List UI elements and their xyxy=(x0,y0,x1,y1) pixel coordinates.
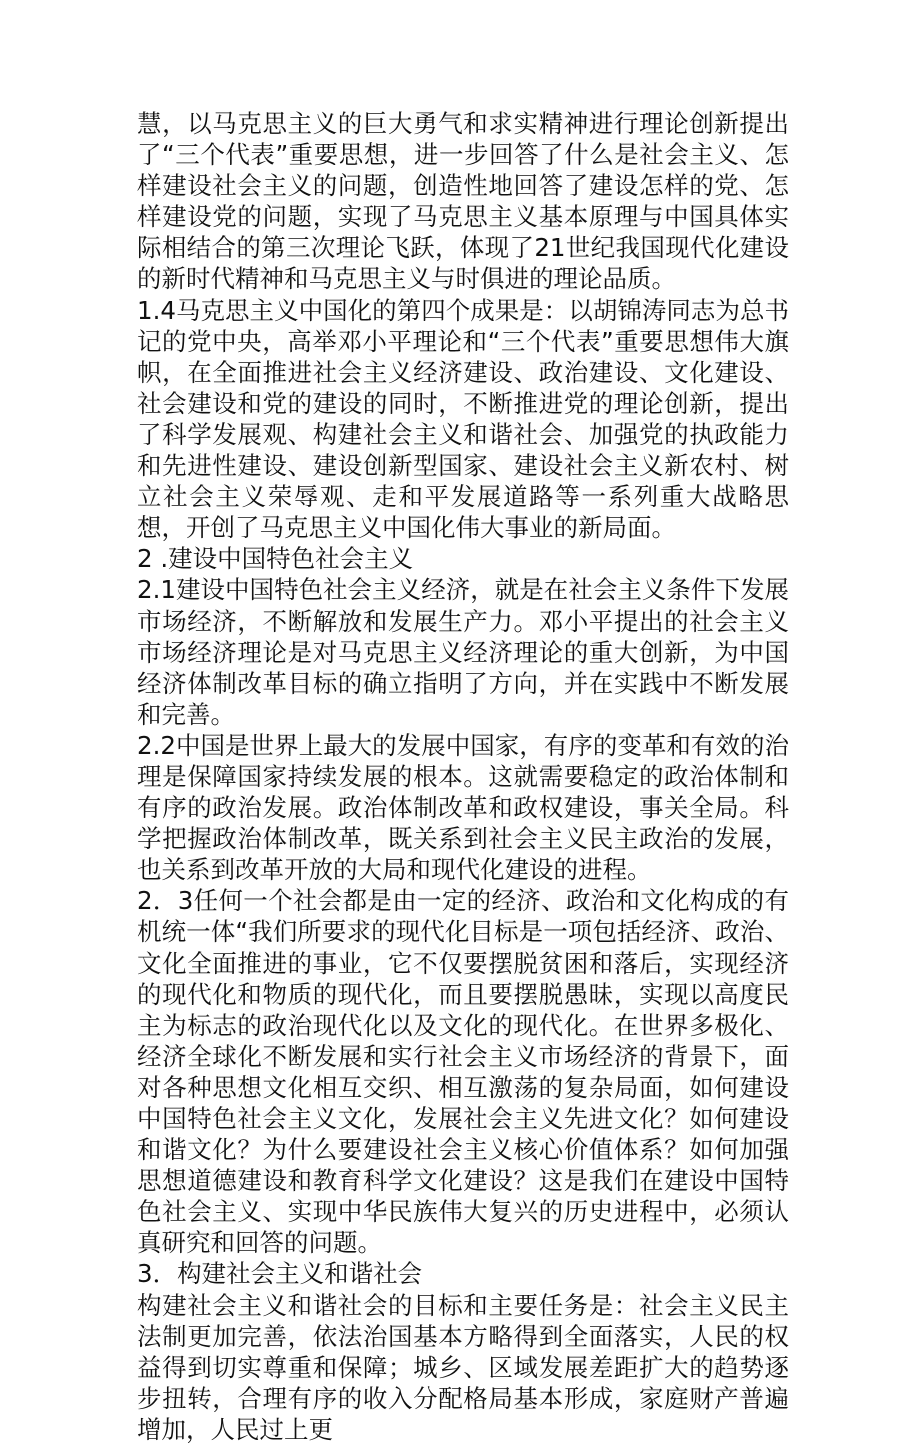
paragraph-section-2-1: 2.1建设中国特色社会主义经济，就是在社会主义条件下发展市场经济，不断解放和发展生产力。邓小平提出的社会主义市场经济理论是对马克思主义经济理论的重大创新，为中国经济体制改革目标的确立指明了方向，并在实践中不断发展和完善。 xyxy=(137,575,789,729)
paragraph-section-2-2: 2.2中国是世界上最大的发展中国家，有序的变革和有效的治理是保障国家持续发展的根本。这就需要稳定的政治体制和有序的政治发展。政治体制改革和政权建设，事关全局。科学把握政治体制改革，既关系到社会主义民主政治的发展，也关系到改革开放的大局和现代化建设的进程。 xyxy=(137,730,789,885)
paragraph-section-2-3: 2．3任何一个社会都是由一定的经济、政治和文化构成的有机统一体“我们所要求的现代化目标是一项包括经济、政治、文化全面推进的事业，它不仅要摆脱贫困和落后，实现经济的现代化和物质的现代化，而且要摆脱愚昧，实现以高度民主为标志的政治现代化以及文化的现代化。在世界多极化、经济全球化不断发展和实行社会主义市场经济的背景下，面对各种思想文化相互交织、相互激荡的复杂局面，如何建设中国特色社会主义文化，发展社会主义先进文化？如何建设和谐文化？为什么要建设社会主义核心价值体系？如何加强思想道德建设和教育科学文化建设？这是我们在建设中国特色社会主义、实现中华民族伟大复兴的历史进程中，必须认真研究和回答的问题。 xyxy=(137,886,789,1258)
paragraph-section-3-body: 构建社会主义和谐社会的目标和主要任务是：社会主义民主法制更加完善，依法治国基本方略得到全面落实，人民的权益得到切实尊重和保障；城乡、区域发展差距扩大的趋势逐步扭转，合理有序的收入分配格局基本形成，家庭财产普遍增加，人民过上更 xyxy=(137,1290,789,1444)
section-heading-2: 2 .建设中国特色社会主义 xyxy=(137,544,414,574)
paragraph-theory-summary: 慧，以马克思主义的巨大勇气和求实精神进行理论创新提出了“三个代表”重要思想，进一步回答了什么是社会主义、怎样建设社会主义的问题，创造性地回答了建设怎样的党、怎样建设党的问题，实现了马克思主义基本原理与中国具体实际相结合的第三次理论飞跃，体现了21世纪我国现代化建设的新时代精神和马克思主义与时俱进的理论品质。 xyxy=(137,109,789,294)
paragraph-section-1-4: 1.4马克思主义中国化的第四个成果是：以胡锦涛同志为总书记的党中央，高举邓小平理论和“三个代表”重要思想伟大旗帜，在全面推进社会主义经济建设、政治建设、文化建设、社会建设和党的建设的同时，不断推进党的理论创新，提出了科学发展观、构建社会主义和谐社会、加强党的执政能力和先进性建设、建设创新型国家、建设社会主义新农村、树立社会主义荣辱观、走和平发展道路等一系列重大战略思想，开创了马克思主义中国化伟大事业的新局面。 xyxy=(137,295,789,543)
section-heading-3: 3．构建社会主义和谐社会 xyxy=(137,1259,423,1289)
document-body xyxy=(137,108,789,1445)
